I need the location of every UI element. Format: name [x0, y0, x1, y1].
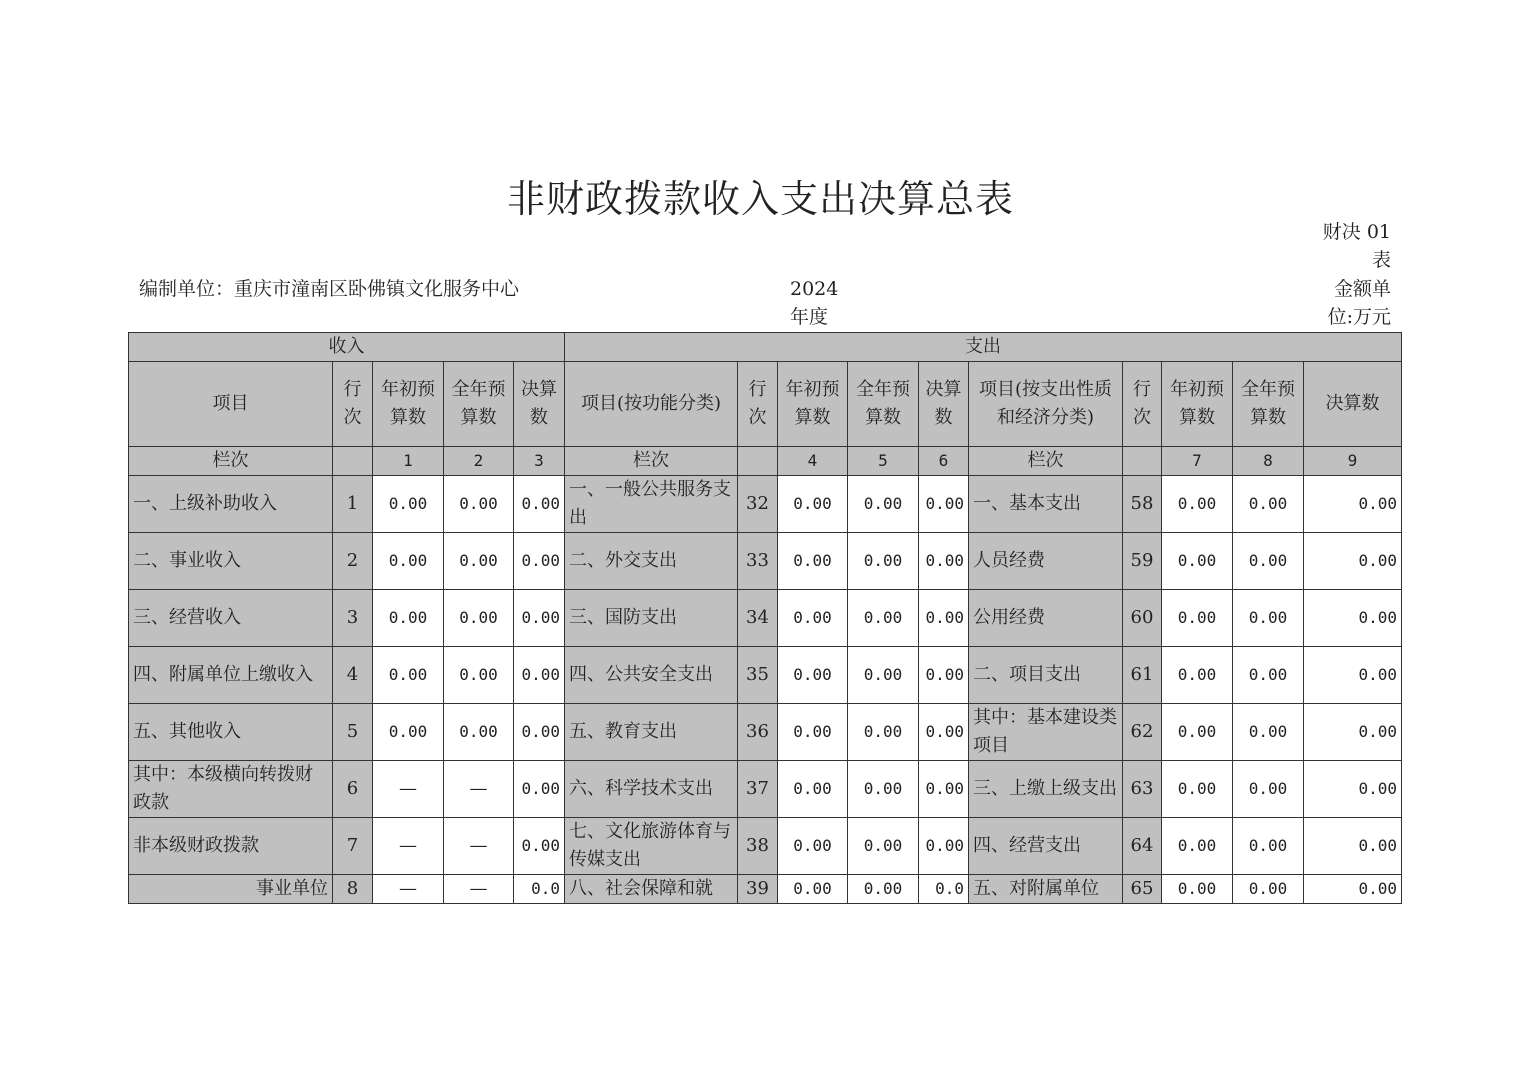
- income-item: 五、其他收入: [129, 704, 333, 761]
- final-value: 0.00: [514, 818, 565, 875]
- initial-budget-value: 0.00: [373, 647, 444, 704]
- initial-budget-value: 0.00: [1162, 761, 1233, 818]
- col-header-full-budget: 全年预算数: [848, 362, 919, 447]
- col-header-initial-budget: 年初预算数: [1162, 362, 1233, 447]
- initial-budget-value: 0.00: [778, 590, 848, 647]
- reporting-unit: 编制单位：重庆市潼南区卧佛镇文化服务中心: [139, 278, 520, 300]
- col-number: 6: [919, 447, 969, 476]
- initial-budget-value: 0.00: [1162, 533, 1233, 590]
- row-number: 65: [1123, 875, 1162, 904]
- full-budget-value: 0.00: [1233, 761, 1304, 818]
- col-number: 2: [444, 447, 514, 476]
- col-label: 栏次: [969, 447, 1123, 476]
- final-value: 0.00: [1304, 647, 1402, 704]
- col-header-item: 项目: [129, 362, 333, 447]
- income-section-header: 收入: [129, 333, 565, 362]
- row-number: 4: [333, 647, 373, 704]
- table-row: [129, 704, 1402, 761]
- form-number: 财决 01 表: [1322, 221, 1391, 271]
- initial-budget-value: 0.00: [373, 533, 444, 590]
- initial-budget-value: 0.00: [373, 590, 444, 647]
- function-item: 一、一般公共服务支出: [565, 476, 738, 533]
- row-number: 5: [333, 704, 373, 761]
- row-number: 2: [333, 533, 373, 590]
- expense-section-header: 支出: [565, 333, 1402, 362]
- row-number: 62: [1123, 704, 1162, 761]
- col-number: 1: [373, 447, 444, 476]
- final-value: 0.00: [514, 761, 565, 818]
- function-item: 八、社会保障和就: [565, 875, 738, 904]
- full-budget-value: 0.00: [1233, 704, 1304, 761]
- initial-budget-value: 0.00: [778, 875, 848, 904]
- fiscal-year: 2024 年度: [790, 278, 839, 328]
- table-row: [129, 533, 1402, 590]
- full-budget-value: 0.00: [848, 704, 919, 761]
- row-number: 59: [1123, 533, 1162, 590]
- full-budget-value: 0.00: [848, 875, 919, 904]
- row-number: 35: [738, 647, 778, 704]
- income-item: 四、附属单位上缴收入: [129, 647, 333, 704]
- row-number: 32: [738, 476, 778, 533]
- function-item: 二、外交支出: [565, 533, 738, 590]
- income-item: 一、上级补助收入: [129, 476, 333, 533]
- income-item: 三、经营收入: [129, 590, 333, 647]
- final-value: 0.00: [514, 533, 565, 590]
- final-value: 0.00: [919, 818, 969, 875]
- full-budget-value: 0.00: [444, 704, 514, 761]
- final-value: 0.00: [1304, 476, 1402, 533]
- initial-budget-value: 0.00: [1162, 704, 1233, 761]
- economic-item: 一、基本支出: [969, 476, 1123, 533]
- function-item: 三、国防支出: [565, 590, 738, 647]
- income-item: 事业单位: [129, 875, 333, 904]
- full-budget-value: —: [444, 818, 514, 875]
- full-budget-value: 0.00: [1233, 476, 1304, 533]
- initial-budget-value: 0.00: [1162, 875, 1233, 904]
- row-number: 63: [1123, 761, 1162, 818]
- row-number: 1: [333, 476, 373, 533]
- full-budget-value: 0.00: [848, 761, 919, 818]
- col-header-row-no: 行次: [333, 362, 373, 447]
- initial-budget-value: 0.00: [778, 761, 848, 818]
- economic-item: 五、对附属单位: [969, 875, 1123, 904]
- final-value: 0.00: [514, 590, 565, 647]
- income-item: 其中：本级横向转拨财政款: [129, 761, 333, 818]
- row-number: 38: [738, 818, 778, 875]
- initial-budget-value: 0.00: [778, 704, 848, 761]
- row-number: 8: [333, 875, 373, 904]
- function-item: 四、公共安全支出: [565, 647, 738, 704]
- final-value: 0.00: [514, 476, 565, 533]
- table-row: [129, 875, 1402, 904]
- col-label-blank: [738, 447, 778, 476]
- initial-budget-value: 0.00: [778, 818, 848, 875]
- economic-item: 二、项目支出: [969, 647, 1123, 704]
- full-budget-value: 0.00: [848, 533, 919, 590]
- row-number: 6: [333, 761, 373, 818]
- full-budget-value: 0.00: [848, 647, 919, 704]
- final-value: 0.0: [514, 875, 565, 904]
- final-value: 0.0: [919, 875, 969, 904]
- function-item: 六、科学技术支出: [565, 761, 738, 818]
- table-row: [129, 476, 1402, 533]
- initial-budget-value: 0.00: [373, 476, 444, 533]
- col-header-full-budget: 全年预算数: [1233, 362, 1304, 447]
- function-item: 五、教育支出: [565, 704, 738, 761]
- full-budget-value: —: [444, 761, 514, 818]
- economic-item: 公用经费: [969, 590, 1123, 647]
- col-header-final: 决算数: [919, 362, 969, 447]
- income-item: 非本级财政拨款: [129, 818, 333, 875]
- row-number: 34: [738, 590, 778, 647]
- col-number: 9: [1304, 447, 1402, 476]
- full-budget-value: 0.00: [848, 476, 919, 533]
- initial-budget-value: —: [373, 875, 444, 904]
- row-number: 37: [738, 761, 778, 818]
- col-header-initial-budget: 年初预算数: [778, 362, 848, 447]
- col-header-initial-budget: 年初预算数: [373, 362, 444, 447]
- col-number: 4: [778, 447, 848, 476]
- col-header-final: 决算数: [1304, 362, 1402, 447]
- col-header-econ-item: 项目(按支出性质和经济分类): [969, 362, 1123, 447]
- col-header-full-budget: 全年预算数: [444, 362, 514, 447]
- col-header-func-item: 项目(按功能分类): [565, 362, 738, 447]
- initial-budget-value: 0.00: [373, 704, 444, 761]
- final-value: 0.00: [919, 704, 969, 761]
- page-title: 非财政拨款收入支出决算总表: [506, 177, 1014, 221]
- col-label: 栏次: [565, 447, 738, 476]
- initial-budget-value: —: [373, 818, 444, 875]
- economic-item: 其中：基本建设类项目: [969, 704, 1123, 761]
- full-budget-value: 0.00: [1233, 818, 1304, 875]
- col-number: 3: [514, 447, 565, 476]
- table-row: [129, 761, 1402, 818]
- final-value: 0.00: [514, 704, 565, 761]
- col-header-row-no: 行次: [1123, 362, 1162, 447]
- initial-budget-value: 0.00: [1162, 818, 1233, 875]
- col-label-blank: [1123, 447, 1162, 476]
- final-value: 0.00: [1304, 818, 1402, 875]
- full-budget-value: 0.00: [848, 590, 919, 647]
- full-budget-value: 0.00: [444, 533, 514, 590]
- full-budget-value: 0.00: [1233, 875, 1304, 904]
- full-budget-value: 0.00: [1233, 590, 1304, 647]
- final-value: 0.00: [919, 533, 969, 590]
- initial-budget-value: 0.00: [778, 647, 848, 704]
- full-budget-value: 0.00: [848, 818, 919, 875]
- row-number: 60: [1123, 590, 1162, 647]
- col-header-row-no: 行次: [738, 362, 778, 447]
- final-value: 0.00: [1304, 875, 1402, 904]
- final-value: 0.00: [1304, 533, 1402, 590]
- full-budget-value: 0.00: [444, 590, 514, 647]
- row-number: 33: [738, 533, 778, 590]
- row-number: 39: [738, 875, 778, 904]
- initial-budget-value: 0.00: [778, 476, 848, 533]
- full-budget-value: 0.00: [1233, 647, 1304, 704]
- amount-unit: 金额单位:万元: [1327, 278, 1391, 328]
- final-value: 0.00: [919, 647, 969, 704]
- col-number: 8: [1233, 447, 1304, 476]
- table-row: [129, 590, 1402, 647]
- col-number: 5: [848, 447, 919, 476]
- economic-item: 人员经费: [969, 533, 1123, 590]
- col-number: 7: [1162, 447, 1233, 476]
- row-number: 7: [333, 818, 373, 875]
- col-label: 栏次: [129, 447, 333, 476]
- income-item: 二、事业收入: [129, 533, 333, 590]
- table-row: [129, 647, 1402, 704]
- economic-item: 四、经营支出: [969, 818, 1123, 875]
- row-number: 3: [333, 590, 373, 647]
- row-number: 58: [1123, 476, 1162, 533]
- initial-budget-value: 0.00: [1162, 590, 1233, 647]
- final-value: 0.00: [1304, 704, 1402, 761]
- full-budget-value: 0.00: [444, 476, 514, 533]
- final-value: 0.00: [919, 590, 969, 647]
- function-item: 七、文化旅游体育与传媒支出: [565, 818, 738, 875]
- final-value: 0.00: [919, 476, 969, 533]
- row-number: 61: [1123, 647, 1162, 704]
- initial-budget-value: 0.00: [1162, 647, 1233, 704]
- full-budget-value: 0.00: [1233, 533, 1304, 590]
- initial-budget-value: —: [373, 761, 444, 818]
- final-value: 0.00: [919, 761, 969, 818]
- summary-table: [128, 332, 1402, 904]
- final-value: 0.00: [1304, 590, 1402, 647]
- economic-item: 三、上缴上级支出: [969, 761, 1123, 818]
- initial-budget-value: 0.00: [778, 533, 848, 590]
- row-number: 36: [738, 704, 778, 761]
- row-number: 64: [1123, 818, 1162, 875]
- table-row: [129, 818, 1402, 875]
- initial-budget-value: 0.00: [1162, 476, 1233, 533]
- final-value: 0.00: [514, 647, 565, 704]
- col-header-final: 决算数: [514, 362, 565, 447]
- col-label-blank: [333, 447, 373, 476]
- full-budget-value: —: [444, 875, 514, 904]
- final-value: 0.00: [1304, 761, 1402, 818]
- full-budget-value: 0.00: [444, 647, 514, 704]
